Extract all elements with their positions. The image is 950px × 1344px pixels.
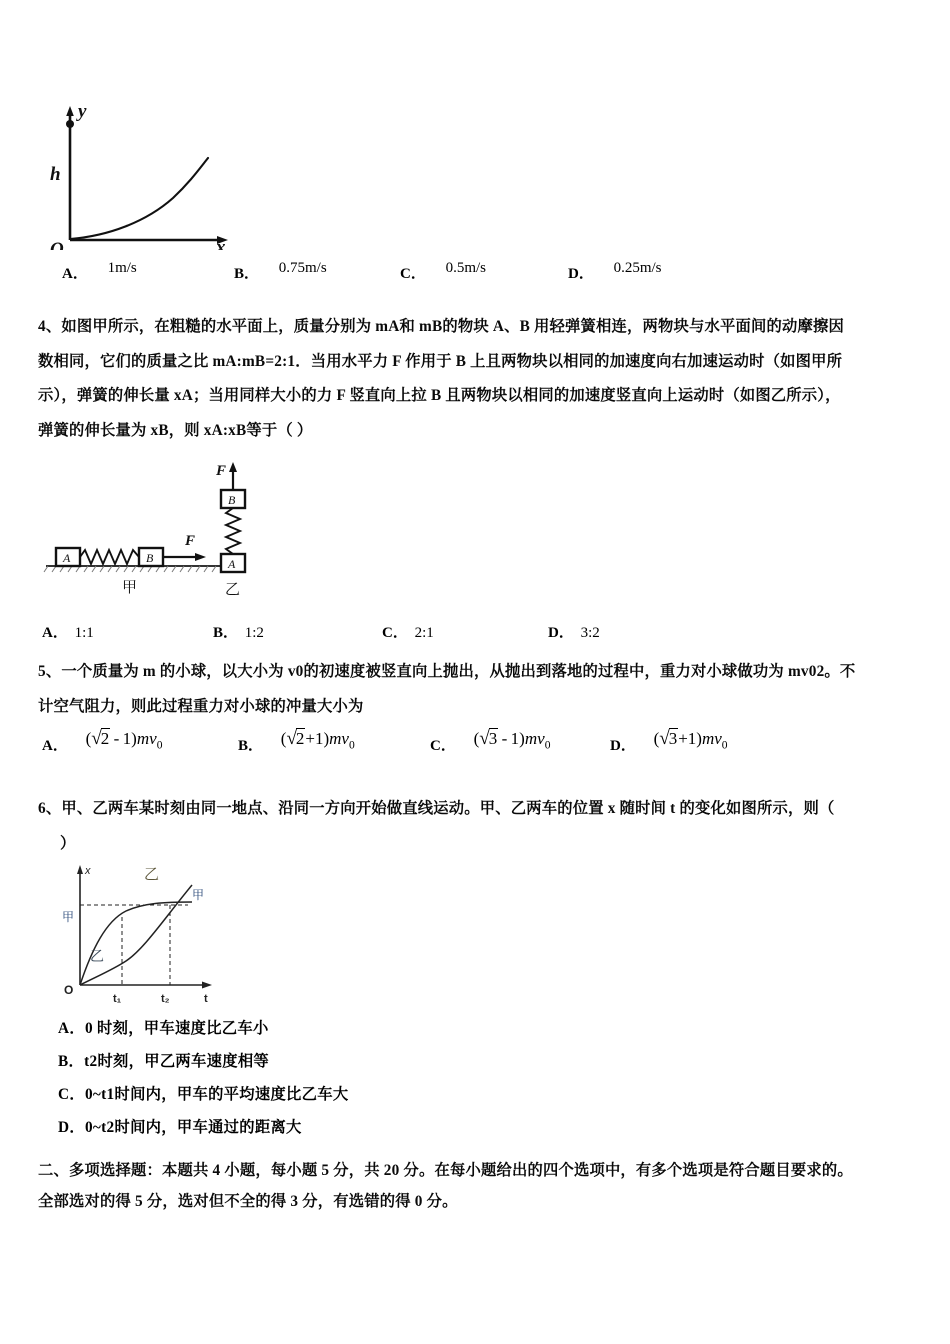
fig-q6-x-label: t	[204, 993, 208, 1005]
q5-option-b-suffix-sub: 0	[348, 738, 355, 752]
q6-option-a[interactable]: A．0 时刻，甲车速度比乙车小	[58, 1020, 269, 1037]
q6-option-d[interactable]: D．0~t2时间内，甲车通过的距离大	[58, 1119, 302, 1136]
fig-q4-yi-force-label: F	[216, 463, 227, 479]
q3-option-c[interactable]	[400, 256, 487, 282]
q5-option-c-suffix-sub: 0	[544, 738, 551, 752]
q5-option-d-sign: +	[678, 729, 688, 748]
figure-q3-x-label: x	[216, 237, 226, 250]
fig-q6-origin-label: O	[64, 983, 74, 997]
q4-option-c-label: C．	[382, 625, 408, 641]
fig-q6-yi-top-label: 乙	[144, 866, 160, 883]
q4-option-a[interactable]	[42, 621, 94, 642]
fig-q6-yi-inner-label: 乙	[90, 948, 104, 964]
q4-option-c[interactable]	[382, 621, 434, 642]
section-2-heading	[38, 1155, 922, 1217]
q5-option-d-root: 3	[668, 729, 678, 748]
q5-option-a-sign: -	[113, 729, 120, 748]
q4-option-d-label: D．	[548, 625, 574, 641]
q5-option-c-value: $(√3 - 1)mv_0$	[473, 728, 551, 752]
q3-option-d-value: 0.25m/s	[613, 260, 662, 276]
q3-option-d[interactable]	[568, 256, 662, 282]
q5-option-a-label: A．	[42, 738, 68, 754]
q6-line-2: ）	[60, 834, 76, 852]
figure-q3-y-label: y	[78, 101, 87, 122]
fig-q4-jia-force-label: F	[185, 533, 196, 549]
q5-option-c-sign: -	[501, 729, 508, 748]
q5-option-d-value: $(√3+1)mv_0$	[653, 728, 728, 752]
q4-option-b-label: B．	[213, 625, 239, 641]
q6-option-b[interactable]: B．t2时刻，甲乙两车速度相等	[58, 1053, 270, 1070]
q5-option-a-suffix: mv	[136, 729, 157, 748]
q5-option-b-value: $(√2+1)mv_0$	[280, 728, 355, 752]
q5-option-a-suffix-sub: 0	[156, 738, 163, 752]
q4-option-a-value: 1:1	[74, 625, 94, 641]
question-5-text	[38, 655, 916, 724]
q5-option-d-suffix: mv	[701, 729, 722, 748]
figure-q4-spring-blocks	[30, 462, 300, 597]
q3-options-row	[38, 256, 912, 290]
q5-options-row	[38, 728, 912, 768]
spring-blocks-svg	[30, 462, 300, 597]
q5-option-c-suffix: mv	[524, 729, 545, 748]
fig-q6-jia-axis-label: 甲	[62, 910, 75, 924]
q3-option-b-label: B．	[234, 266, 260, 282]
q4-option-d-value: 3:2	[580, 625, 600, 641]
q3-option-a-value: 1m/s	[107, 260, 137, 276]
q4-option-b-value: 1:2	[244, 625, 264, 641]
q5-option-b-label: B．	[238, 738, 264, 754]
q4-option-d[interactable]	[548, 621, 600, 642]
question-6-text	[38, 792, 916, 861]
q3-option-d-label: D．	[568, 266, 594, 282]
q5-option-a-value: $(√2 - 1)mv_0$	[85, 728, 163, 752]
question-4-text	[38, 310, 916, 448]
q5-option-d-label: D．	[610, 738, 636, 754]
q6-line-1: 6、甲、乙两车某时刻由同一地点、沿同一方向开始做直线运动。甲、乙两车的位置 x 随时间 t 的变化如图所示，则（	[38, 800, 835, 817]
fig-q6-tick-t1: t₁	[113, 993, 122, 1005]
q3-option-a-label: A．	[62, 266, 88, 282]
q4-option-a-label: A．	[42, 625, 68, 641]
fig-q4-yi-block-a-label: A	[228, 557, 236, 571]
q3-option-b-value: 0.75m/s	[278, 260, 327, 276]
q6-option-c[interactable]: C．0~t1时间内，甲车的平均速度比乙车大	[58, 1086, 349, 1103]
fig-q6-tick-t2: t₂	[161, 993, 170, 1005]
fig-q4-yi-block-b-label: B	[228, 493, 236, 507]
q3-option-b[interactable]	[234, 256, 327, 282]
fig-q4-caption-jia: 甲	[122, 579, 138, 596]
q5-option-c-label: C．	[430, 738, 456, 754]
q3-option-a[interactable]	[62, 256, 137, 282]
figure-q6-position-time-graph	[52, 857, 277, 1005]
q5-option-d-suffix-sub: 0	[721, 738, 728, 752]
q5-option-c-root: 3	[488, 729, 498, 748]
fig-q4-jia-block-b-label: B	[146, 551, 154, 565]
q6-options-list	[58, 1012, 758, 1144]
q4-line-2: 数相同，它们的质量之比 mA:mB=2:1．当用水平力 F 作用于 B 上且两物块以相同的加速度向右加速运动时（如图甲所	[38, 352, 843, 370]
q5-option-b-root: 2	[295, 729, 305, 748]
q5-option-a[interactable]	[42, 728, 163, 754]
q4-line-4: 弹簧的伸长量为 xB，则 xA:xB等于（ ）	[38, 421, 313, 439]
q3-option-c-value: 0.5m/s	[445, 260, 487, 276]
section2-line-2: 全部选对的得 5 分，选对但不全的得 3 分，有选错的得 0 分。	[38, 1193, 458, 1210]
q5-option-b-suffix: mv	[329, 729, 349, 748]
q4-option-b[interactable]	[213, 621, 264, 642]
q5-option-d[interactable]	[610, 728, 728, 754]
x-t-graph-svg	[52, 857, 277, 1005]
fig-q6-jia-right-label: 甲	[192, 888, 205, 902]
q5-option-b-sign: +	[305, 729, 315, 748]
q4-line-3: 示），弹簧的伸长量 xA；当用同样大小的力 F 竖直向上拉 B 且两物块以相同的加速度竖直向上运动时（如图乙所示），	[38, 387, 841, 404]
q5-option-a-root: 2	[100, 729, 110, 748]
q5-option-b[interactable]	[238, 728, 355, 754]
q5-option-c[interactable]	[430, 728, 551, 754]
section2-line-1: 二、多项选择题：本题共 4 小题，每小题 5 分，共 20 分。在每小题给出的四个选项中，有多个选项是符合题目要求的。	[38, 1162, 853, 1179]
q5-line-1: 5、一个质量为 m 的小球，以大小为 v0的初速度被竖直向上抛出，从抛出到落地的过程中，重力对小球做功为 mv02。不	[38, 663, 856, 680]
fig-q6-y-label: x	[85, 865, 91, 877]
q4-line-1: 4、如图甲所示，在粗糙的水平面上，质量分别为 mA和 mB的物块 A、B 用轻弹簧相连，两物块与水平面间的动摩擦因	[38, 318, 844, 335]
fig-q4-jia-block-a-label: A	[63, 551, 71, 565]
q5-line-2: 计空气阻力，则此过程重力对小球的冲量大小为	[38, 697, 364, 715]
figure-q3-h-label: h	[50, 164, 61, 185]
q4-options-row	[38, 621, 912, 655]
figure-q3-origin-label: O	[50, 239, 64, 250]
q3-option-c-label: C．	[400, 266, 426, 282]
figure-q3-projectile-curve	[48, 100, 238, 250]
q4-option-c-value: 2:1	[414, 625, 434, 641]
fig-q4-caption-yi: 乙	[225, 581, 241, 597]
y-x-curve-svg	[48, 100, 238, 250]
